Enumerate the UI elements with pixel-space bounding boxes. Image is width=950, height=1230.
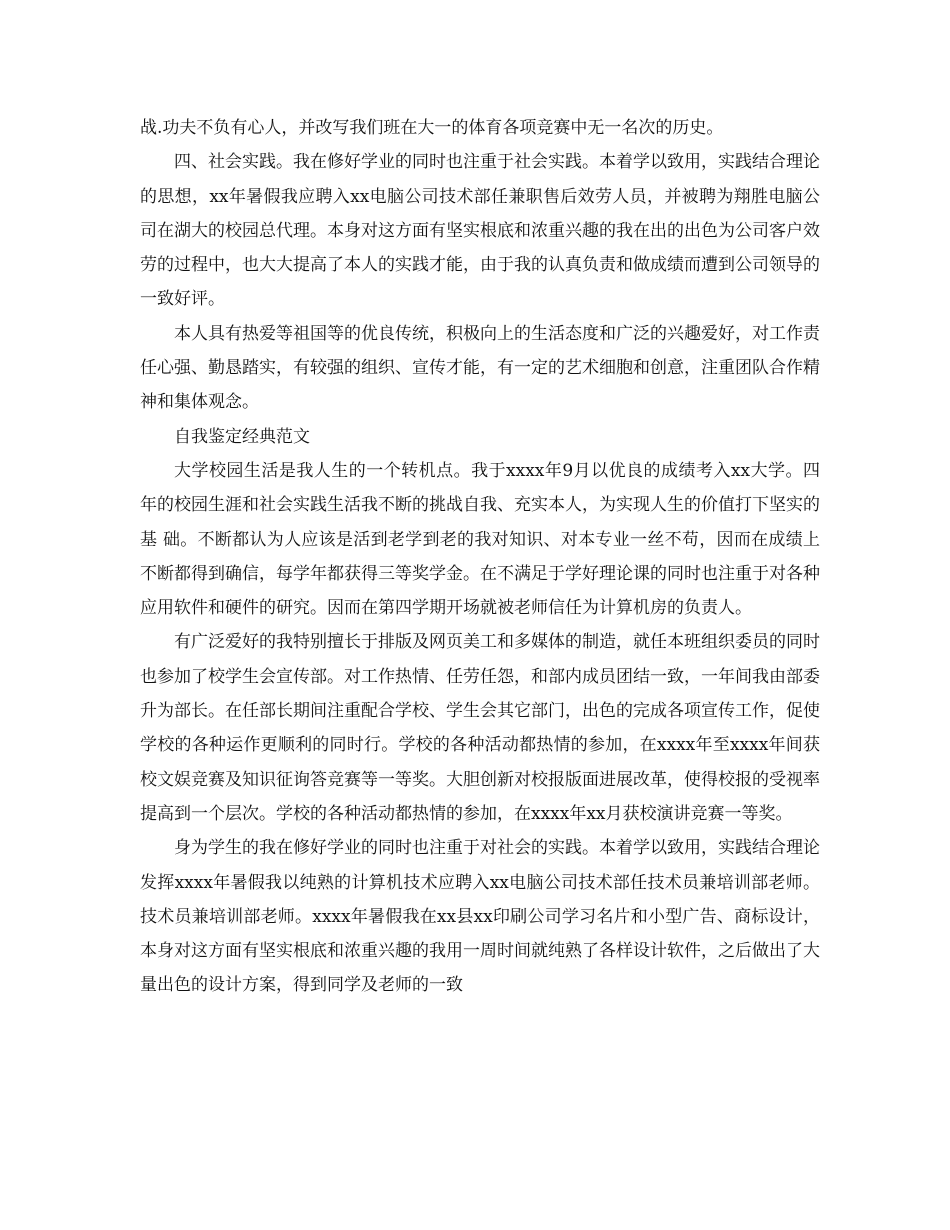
text-line: 就被老师信任为计算机房的负责人。 — [480, 598, 752, 619]
text-line: 注重团队合作精神和集体观念。 — [140, 358, 820, 413]
text-line: 的参加，在xxxx年至xxxx年间获校文娱竞赛及知识征询答竞赛等一等奖。大胆创 — [140, 735, 820, 790]
text-line: 结合理论发挥xxxx年暑假我以纯熟的计算机技术应聘入xx电脑公司技术部任技术 — [140, 838, 820, 893]
text-line: 本人具有热爱等祖国等的优良传统，积极向上的生活态度和广泛的兴趣爱好， — [174, 323, 752, 344]
text-line: 员兼培训部老师。 技术员兼培训部老师。xxxx年暑假我在xx县xx印刷公司学习 — [140, 872, 820, 927]
text-line: 有广泛爱好的我特别擅长于排版及网页美工和多媒体的制造，就任本班组织委 — [174, 632, 752, 653]
paragraph — [140, 145, 820, 316]
text-line: 的价值打下坚实的基 础。不断都认为人应该是活到老学到老的我对知识、对本专 — [140, 495, 820, 550]
paragraph — [140, 454, 820, 625]
paragraph — [140, 317, 820, 420]
paragraph — [140, 625, 820, 831]
text-line: 于学好理论课的同时也注重于对各种应用软件和硬件的研究。因而在第四学期开场 — [140, 563, 820, 619]
paragraph — [140, 111, 820, 145]
text-line: 结合理论的思想，xx年暑假我应聘入xx电脑公司技术部任兼职售后效劳人员，并 — [140, 152, 820, 207]
document-body — [140, 111, 820, 1003]
text-line: 一年间我由部委升为部长。在任部长期间注重配合学校、学生会其它部门，出色的 — [140, 666, 820, 722]
text-line: 认真负责和做成绩而遭到公司领导的一致好评。 — [140, 255, 820, 310]
text-line: 四、社会实践。我在修好学业的同时也注重于社会实践。本着学以致用，实践 — [174, 152, 752, 173]
text-line: 被聘为翔胜电脑公司在湖大的校园总代理。本身对这方面有坚实根底和浓重兴趣的 — [140, 186, 821, 241]
paragraph — [140, 420, 820, 454]
text-line: 大学。四年的校园生涯和社会实践生活我不断的挑战自我、充实本人，为实现人生 — [140, 460, 820, 516]
paragraph — [140, 831, 820, 1002]
text-line: 业一丝不苟，因而在成绩上不断都得到确信，每学年都获得三等奖学金。在不满足 — [140, 529, 821, 584]
text-line: 自我鉴定经典范文 — [174, 426, 310, 447]
text-line: 名片和小型广告、商标设计，本身对这方面有坚实根底和浓重兴趣的我用一周时间 — [140, 906, 821, 962]
text-line: 身为学生的我在修好学业的同时也注重于对社会的实践。本着学以致用，实践 — [174, 838, 752, 859]
text-line: 对工作责任心强、勤恳踏实，有较强的组织、宣传才能，有一定的艺术细胞和创意， — [140, 323, 820, 379]
text-line: 就纯熟了各样设计软件，之后做出了大量出色的设计方案，得到同学及老师的一致 — [140, 941, 820, 996]
text-line: 大学校园生活是我人生的一个转机点。我于xxxx年9月以优良的成绩考入xx — [174, 460, 751, 481]
text-line: 完成各项宣传工作，促使学校的各种运作更顺利的同时行。学校的各种活动都热情 — [140, 701, 820, 756]
text-line: 情的参加，在xxxx年xx月获校演讲竞赛一等奖。 — [429, 803, 793, 824]
text-line: 我在出的出色为公司客户效劳的过程中，也大大提高了本人的实践才能，由于我的 — [140, 220, 820, 276]
text-line: 员的同时也参加了校学生会宣传部。对工作热情、任劳任怨，和部内成员团结一致， — [140, 632, 820, 687]
text-line: 新对校报版面进展改革，使得校报的受视率提高到一个层次。学校的各种活动都热 — [140, 769, 820, 824]
text-line: 战.功夫不负有心人，并改写我们班在大一的体育各项竞赛中无一名次的历史。 — [140, 118, 724, 138]
